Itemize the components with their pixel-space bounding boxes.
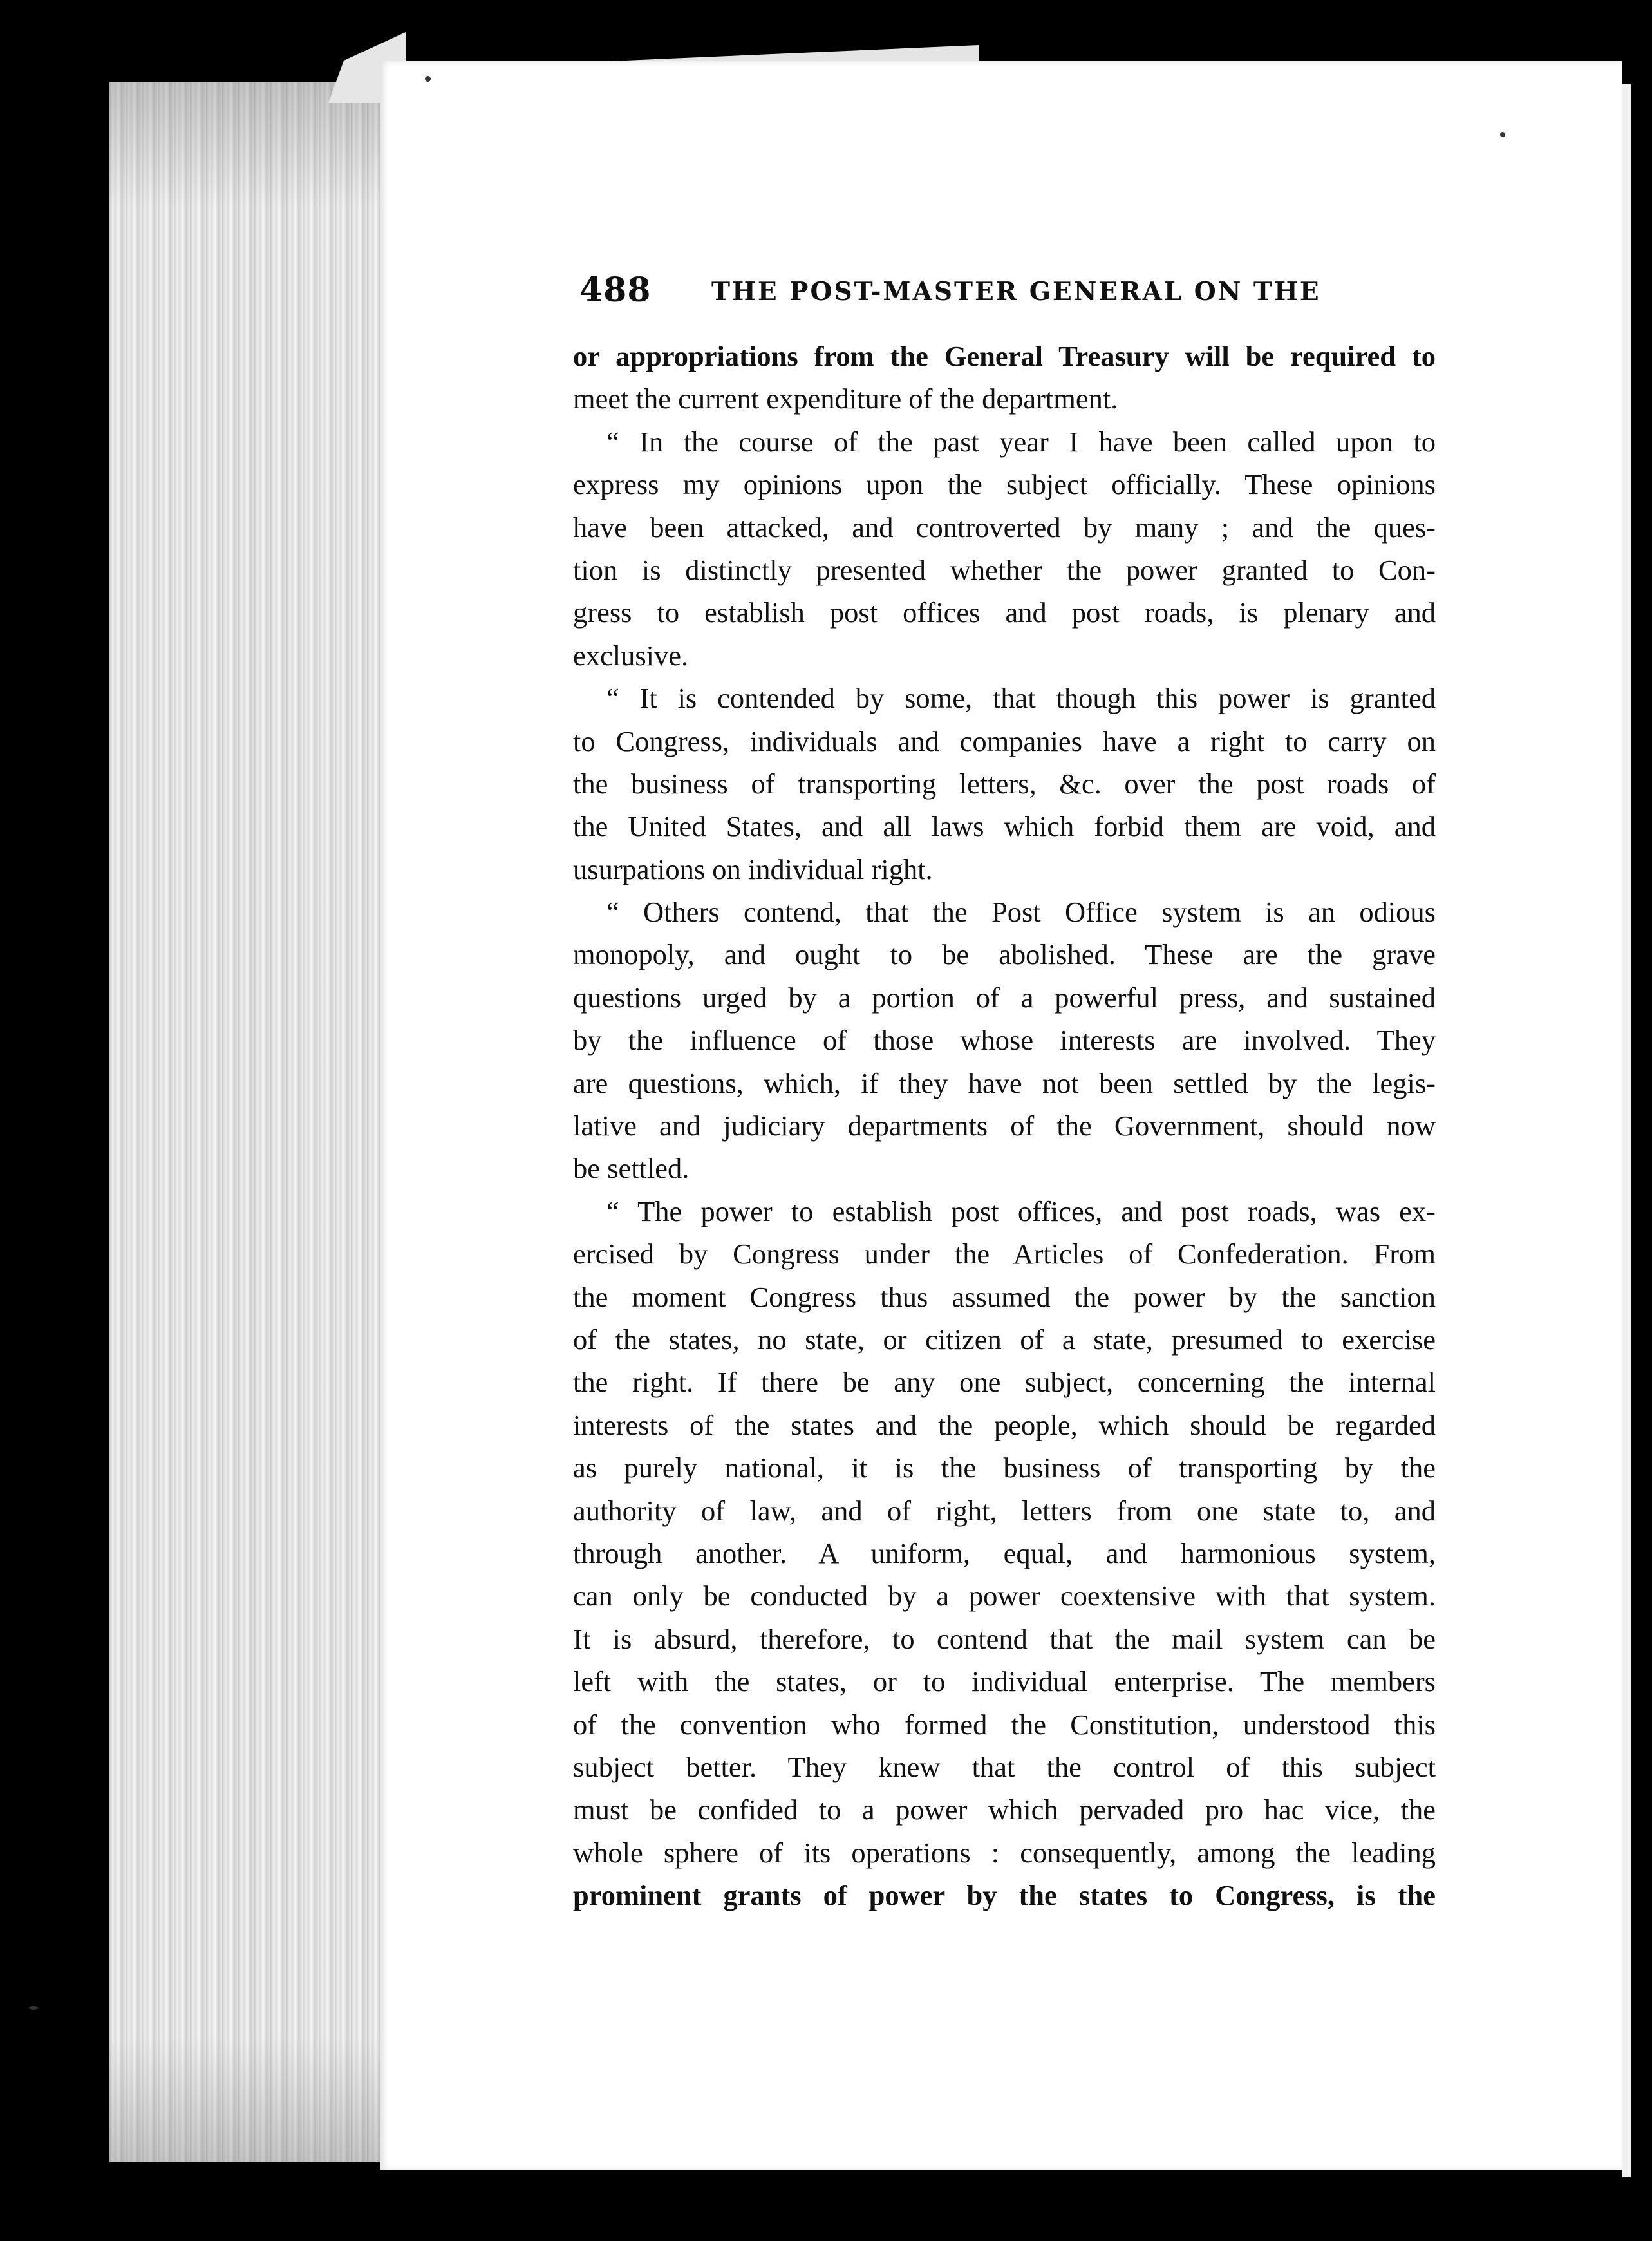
text-line: exclusive.: [573, 639, 689, 672]
text-line: the United States, and all laws which forbid them are void, and: [573, 810, 1436, 843]
running-title: THE POST-MASTER GENERAL ON THE: [711, 277, 1321, 307]
text-line: interests of the states and the people, which should be regarded: [573, 1408, 1436, 1441]
text-line: gress to establish post offices and post roads, is plenary and: [573, 596, 1436, 629]
body-text: [573, 335, 1436, 1916]
text-line: meet the current expenditure of the department.: [573, 383, 1118, 415]
text-line: tion is distinctly presented whether the power granted to Con-: [573, 553, 1436, 586]
text-line: “ The power to establish post offices, and post roads, was ex-: [606, 1195, 1436, 1227]
text-line: to Congress, individuals and companies have a right to carry on: [573, 724, 1436, 757]
text-line: the moment Congress thus assumed the power by the sanction: [573, 1280, 1436, 1313]
text-line: the business of transporting letters, &c. over the post roads of: [573, 767, 1436, 800]
next-page-edge: [1622, 84, 1631, 2177]
page-number: 488: [579, 270, 652, 310]
text-line: as purely national, it is the business of transporting by the: [573, 1451, 1436, 1484]
page-edges-shading: [109, 82, 380, 2162]
text-line: usurpations on individual right.: [573, 853, 933, 885]
text-line: must be confided to a power which pervaded pro hac vice, the: [573, 1793, 1436, 1826]
text-line: are questions, which, if they have not been settled by the legis-: [573, 1066, 1436, 1099]
text-line: “ Others contend, that the Post Office system is an odious: [606, 896, 1436, 929]
text-line: subject better. They knew that the control of this subject: [573, 1750, 1436, 1783]
text-line: express my opinions upon the subject officially. These opinions: [573, 468, 1436, 501]
text-line: questions urged by a portion of a powerful press, and sustained: [573, 981, 1436, 1014]
text-line: whole sphere of its operations : consequently, among the leading: [573, 1836, 1436, 1869]
text-line: by the influence of those whose interests are involved. They: [573, 1024, 1436, 1057]
text-line: the right. If there be any one subject, concerning the internal: [573, 1366, 1436, 1399]
text-line: or appropriations from the General Treasury will be required to: [573, 340, 1436, 372]
text-line: be settled.: [573, 1152, 690, 1185]
text-line: can only be conducted by a power coextensive with that system.: [573, 1580, 1436, 1612]
text-line: prominent grants of power by the states to Congress, is the: [573, 1879, 1436, 1912]
running-head: [579, 270, 1429, 316]
text-line: left with the states, or to individual enterprise. The members: [573, 1665, 1436, 1698]
text-line: “ In the course of the past year I have been called upon to: [606, 425, 1436, 458]
text-line: monopoly, and ought to be abolished. These are the grave: [573, 938, 1436, 971]
text-line: through another. A uniform, equal, and harmonious system,: [573, 1537, 1436, 1569]
dust-speck: [29, 2006, 38, 2010]
dust-speck: [425, 76, 431, 82]
text-line: have been attacked, and controverted by many ; and the ques-: [573, 511, 1436, 544]
dust-speck: [1500, 132, 1505, 137]
text-line: “ It is contended by some, that though this power is granted: [606, 682, 1436, 715]
text-line: authority of law, and of right, letters from one state to, and: [573, 1494, 1436, 1527]
text-line: It is absurd, therefore, to contend that the mail system can be: [573, 1622, 1436, 1655]
text-line: lative and judiciary departments of the Government, should now: [573, 1110, 1436, 1142]
text-line: of the states, no state, or citizen of a state, presumed to exercise: [573, 1323, 1436, 1356]
text-line: of the convention who formed the Constitution, understood this: [573, 1708, 1436, 1741]
text-line: ercised by Congress under the Articles of Confederation. From: [573, 1238, 1436, 1271]
